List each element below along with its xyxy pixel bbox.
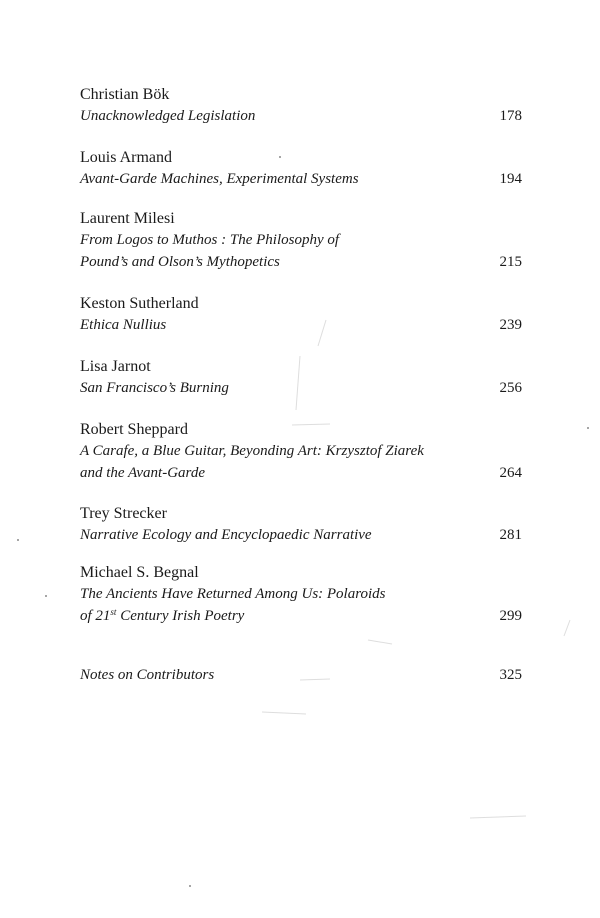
entry-page-number: 178 xyxy=(499,108,522,124)
entry-title: The Ancients Have Returned Among Us: Polaroids xyxy=(80,586,386,602)
entry-author: Trey Strecker xyxy=(80,505,167,522)
entry-title: San Francisco’s Burning xyxy=(80,380,229,396)
entry-title: and the Avant-Garde xyxy=(80,465,205,481)
entry-author: Lisa Jarnot xyxy=(80,358,151,375)
entry-title: Ethica Nullius xyxy=(80,317,167,333)
entry-author: Christian Bök xyxy=(80,86,170,103)
entry-author: Keston Sutherland xyxy=(80,295,199,312)
entry-title: Narrative Ecology and Encyclopaedic Narrative xyxy=(80,527,372,543)
entry-page-number: 264 xyxy=(499,465,522,481)
notes-page-number: 325 xyxy=(499,667,522,683)
entry-title: Unacknowledged Legislation xyxy=(80,108,256,124)
entry-page-number: 239 xyxy=(499,317,522,333)
entry-page-number: 194 xyxy=(499,171,522,187)
entry-author: Michael S. Begnal xyxy=(80,564,199,581)
entry-author: Louis Armand xyxy=(80,149,172,166)
entry-author: Laurent Milesi xyxy=(80,210,175,227)
entry-page-number: 215 xyxy=(499,254,522,270)
entry-title-last-line: of 21st Century Irish Poetry xyxy=(80,607,245,624)
notes-title: Notes on Contributors xyxy=(80,667,215,683)
entry-title: From Logos to Muthos : The Philosophy of xyxy=(80,232,340,248)
entry-title: A Carafe, a Blue Guitar, Beyonding Art: Krzysztof Ziarek xyxy=(80,443,424,459)
entry-author: Robert Sheppard xyxy=(80,421,188,438)
entry-page-number: 299 xyxy=(499,608,522,624)
entry-page-number: 256 xyxy=(499,380,522,396)
entry-page-number: 281 xyxy=(499,527,522,543)
entry-title: Pound’s and Olson’s Mythopetics xyxy=(80,254,280,270)
entry-title: Avant-Garde Machines, Experimental Systems xyxy=(80,171,359,187)
